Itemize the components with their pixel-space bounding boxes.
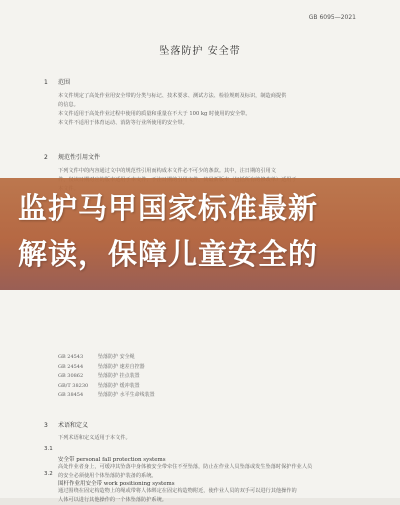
list-item: GB 38454 坠落防护 水平生命线装置 (58, 392, 155, 398)
term-title: 围杆作业用安全带 work positioning systems (58, 481, 175, 487)
text-line: 的信息。 (58, 102, 79, 108)
text-line: 下列文件中的内容通过文中的规范性引用而构成本文件必不可少的条款。其中，注日期的引用文 (58, 168, 276, 174)
reference-list (58, 353, 155, 401)
scope-paragraph (58, 92, 358, 128)
standard-number: GB 6095—2021 (308, 14, 356, 21)
text-line: 通过围绕在固定构造物上的绳或带将人体绑定在固定构造物附近，使作业人员的双手可以进行其他操作的 (58, 488, 297, 494)
term-number: 3.1 (44, 446, 53, 452)
list-item: GB/T 38230 坠落防护 缓冲装置 (58, 382, 140, 389)
list-item: GB 24543 坠落防护 安全绳 (58, 354, 135, 360)
section-title: 规范性引用文件 (58, 154, 101, 161)
text-line: 的安全必须使用个体坠落防护装备的系统。 (58, 473, 157, 479)
section-number: 1 (44, 79, 48, 86)
section-2-heading (44, 152, 100, 161)
terms-intro: 下列术语和定义适用于本文件。 (58, 435, 131, 441)
text-line: 本文件不适用于体育运动、消防等行业所使用的安全带。 (58, 120, 188, 126)
text-line: 人体可以进行其他操作的一个体坠落防护系统。 (58, 497, 167, 503)
text-line: 高处作业者身上，可缓冲其坠落中身体被安全带牵住不至坠落，防止在作业人员坠落或发生坠落时保护作业人员 (58, 464, 313, 470)
headline-line-2: 解读，保障儿童安全的 (18, 237, 319, 271)
document-title: 坠落防护 安全带 (159, 46, 241, 57)
term-title: 安全带 personal fall protection systems (58, 457, 166, 463)
section-title: 范围 (58, 79, 71, 86)
term-number: 3.2 (44, 471, 53, 477)
list-item: GB 24544 坠落防护 速差自控器 (58, 363, 145, 370)
section-3-heading (44, 420, 88, 429)
text-line: 本文件适用于高处作业过程中使用的质量和重量在不大于 100 kg 时使用的安全带。 (58, 111, 251, 117)
headline-line-1: 监护马甲国家标准最新 (18, 191, 319, 225)
section-number: 3 (44, 422, 48, 429)
term-definition (58, 487, 358, 505)
section-1-heading (44, 77, 70, 86)
list-item: GB 30862 坠落防护 挂点装置 (58, 373, 140, 379)
section-title: 术语和定义 (58, 422, 89, 429)
section-number: 2 (44, 154, 48, 161)
text-line: 本文件规定了高处作业用安全带的分类与标记、技术要求、测试方法、检验规则及标识，制造商提供 (58, 93, 287, 99)
